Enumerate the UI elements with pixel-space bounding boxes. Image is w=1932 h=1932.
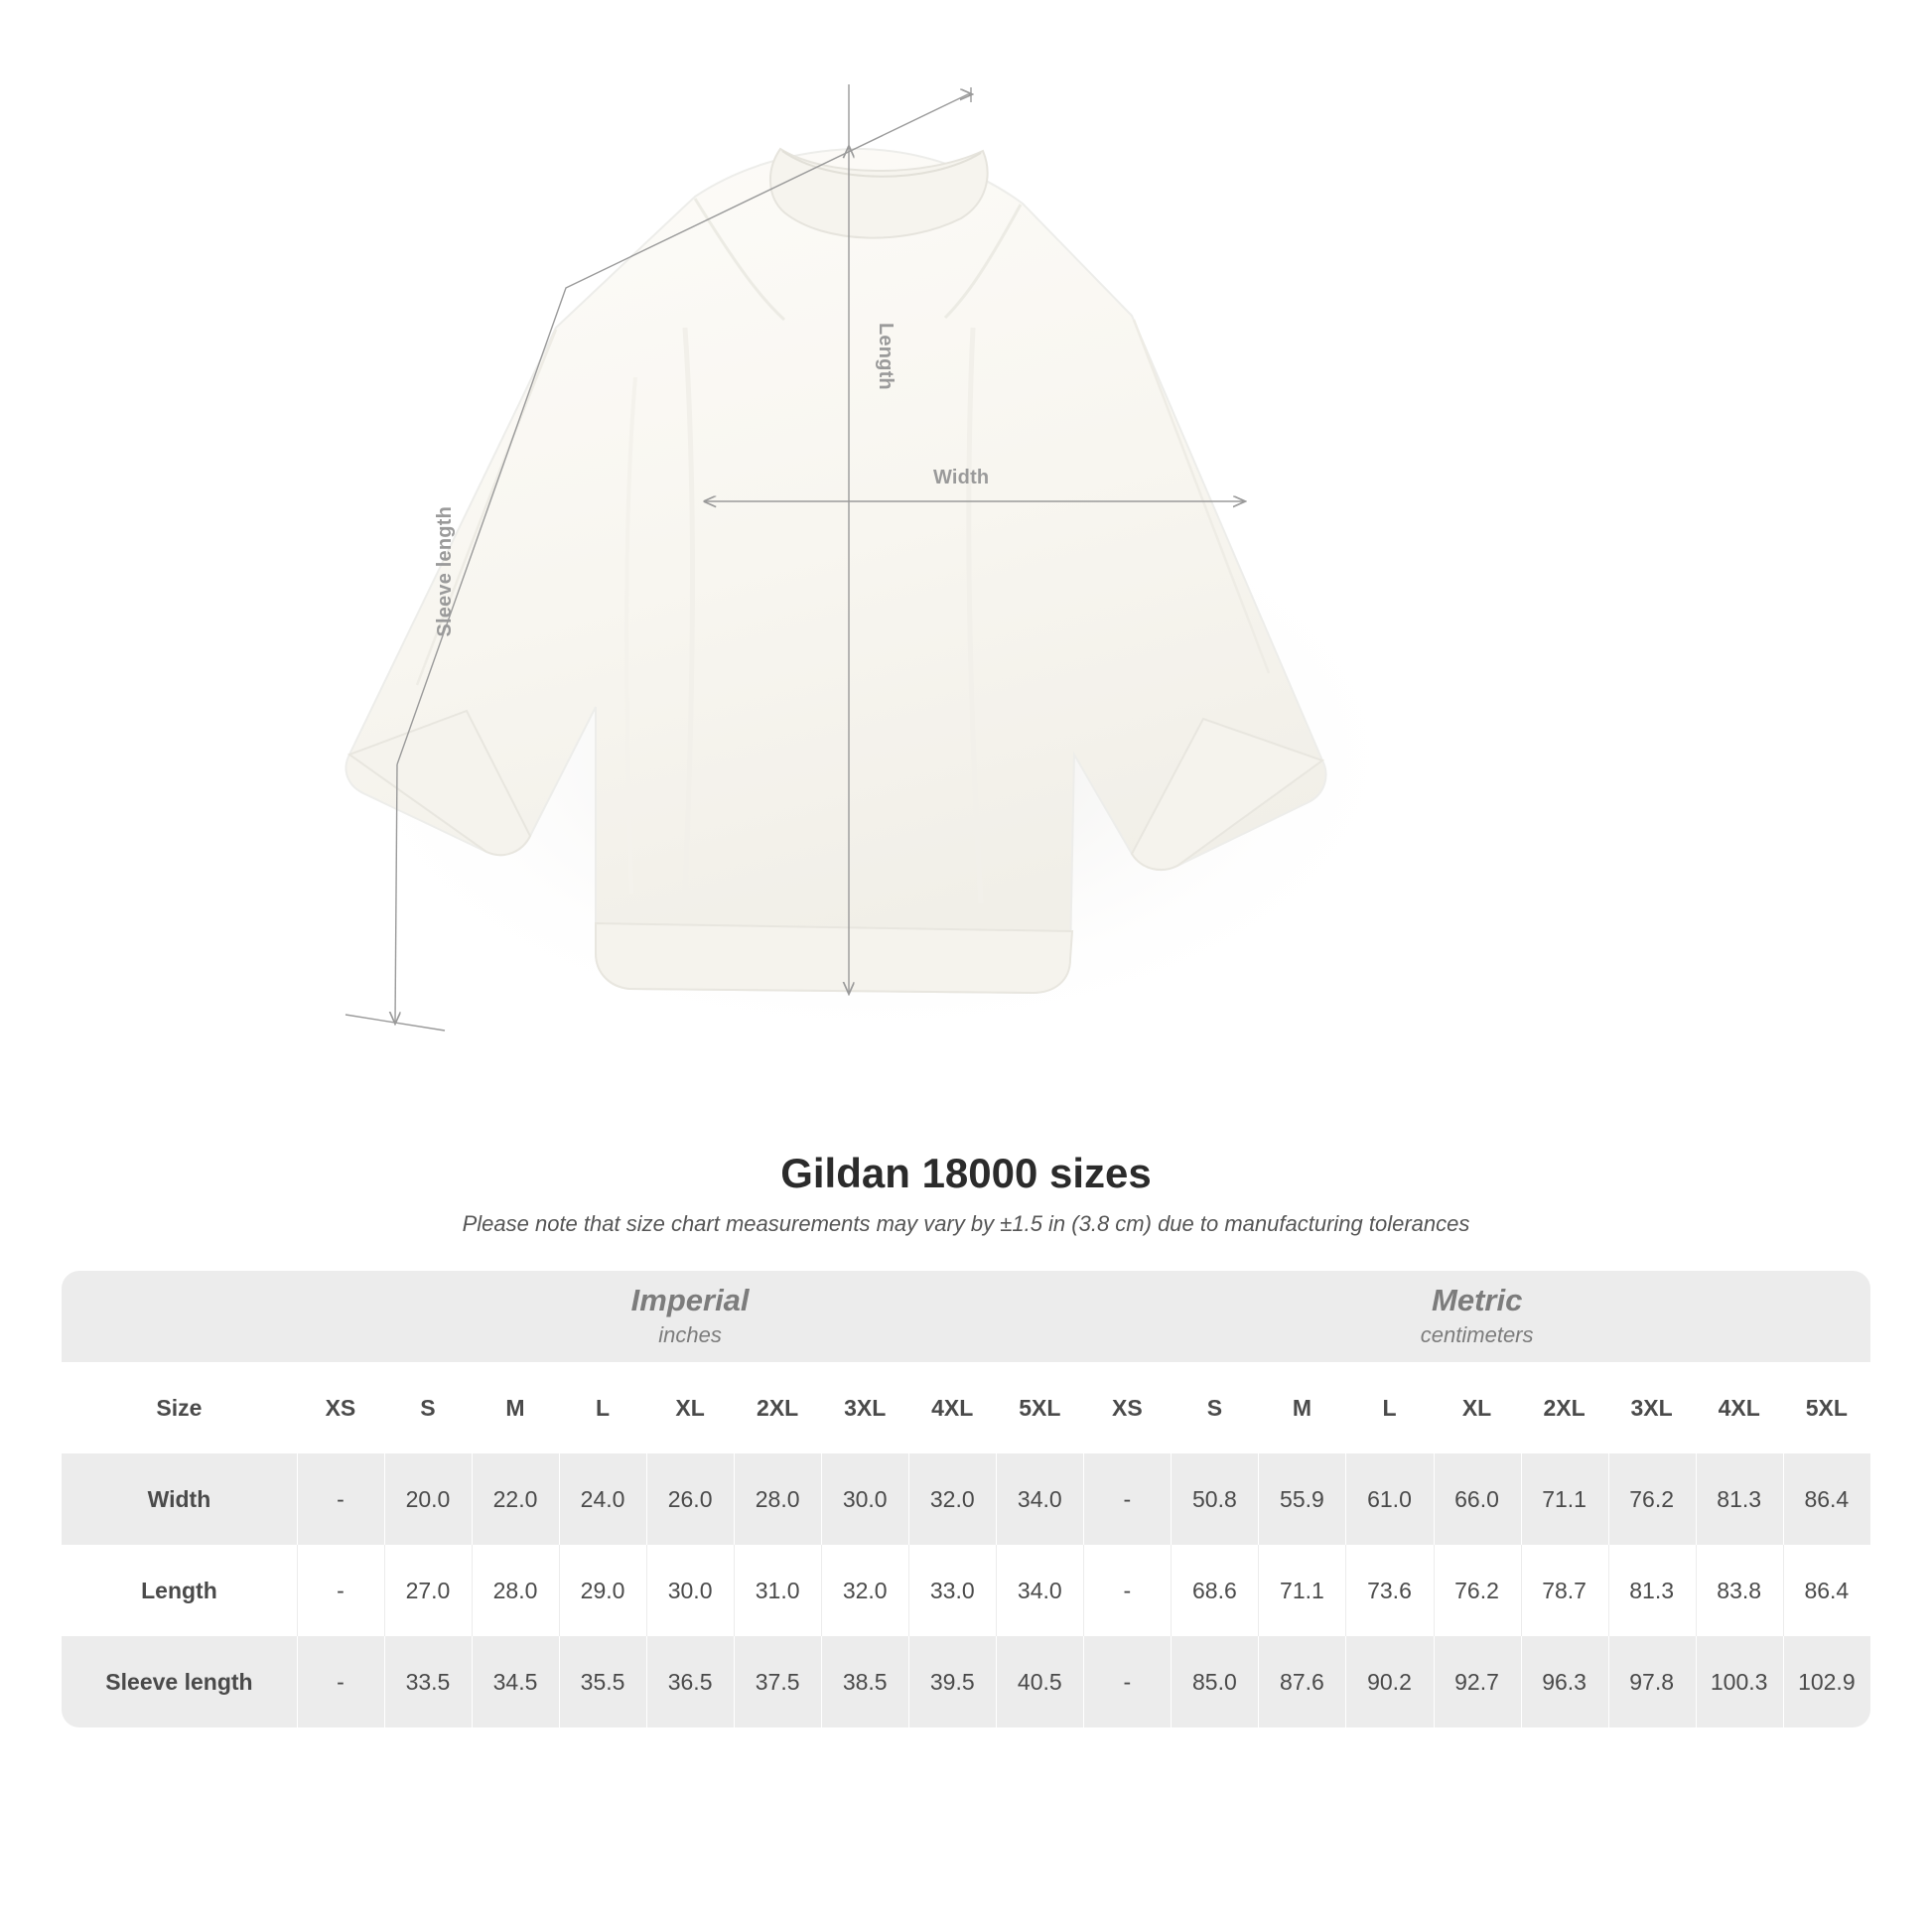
size-header-met-xs: XS <box>1083 1362 1171 1453</box>
length-met-4xl: 83.8 <box>1696 1545 1783 1636</box>
unit-system-metric: Metric <box>1432 1283 1523 1318</box>
unit-system-imperial: Imperial <box>630 1283 750 1318</box>
row-label-length: Length <box>62 1545 297 1636</box>
size-header-imp-4xl: 4XL <box>908 1362 996 1453</box>
sleeve-imp-s: 33.5 <box>384 1636 472 1727</box>
size-header-met-xl: XL <box>1434 1362 1521 1453</box>
length-imp-m: 28.0 <box>472 1545 559 1636</box>
length-imp-xl: 30.0 <box>646 1545 734 1636</box>
width-imp-4xl: 32.0 <box>908 1453 996 1545</box>
page-title: Gildan 18000 sizes <box>780 1150 1152 1196</box>
sleeve-imp-xl: 36.5 <box>646 1636 734 1727</box>
sleeve-met-2xl: 96.3 <box>1521 1636 1608 1727</box>
sleeve-met-4xl: 100.3 <box>1696 1636 1783 1727</box>
length-imp-2xl: 31.0 <box>734 1545 821 1636</box>
length-imp-5xl: 34.0 <box>996 1545 1083 1636</box>
length-imp-3xl: 32.0 <box>821 1545 908 1636</box>
length-met-5xl: 86.4 <box>1783 1545 1870 1636</box>
width-met-2xl: 71.1 <box>1521 1453 1608 1545</box>
length-imp-s: 27.0 <box>384 1545 472 1636</box>
tolerance-note: Please note that size chart measurements may vary by ±1.5 in (3.8 cm) due to manufacturing tolerances <box>462 1211 1470 1236</box>
sleeve-met-s: 85.0 <box>1171 1636 1258 1727</box>
sleeve-imp-5xl: 40.5 <box>996 1636 1083 1727</box>
length-imp-l: 29.0 <box>559 1545 646 1636</box>
unit-group-metric <box>1083 1271 1870 1362</box>
width-met-4xl: 81.3 <box>1696 1453 1783 1545</box>
sleeve-imp-4xl: 39.5 <box>908 1636 996 1727</box>
unit-row-spacer <box>62 1271 297 1362</box>
width-imp-2xl: 28.0 <box>734 1453 821 1545</box>
sleeve-met-m: 87.6 <box>1258 1636 1345 1727</box>
sleeve-imp-xs: - <box>297 1636 384 1727</box>
width-met-s: 50.8 <box>1171 1453 1258 1545</box>
size-header-met-4xl: 4XL <box>1696 1362 1783 1453</box>
size-header-met-m: M <box>1258 1362 1345 1453</box>
width-label: Width <box>933 467 990 488</box>
unit-sub-imperial: inches <box>658 1321 722 1347</box>
width-met-m: 55.9 <box>1258 1453 1345 1545</box>
width-met-l: 61.0 <box>1345 1453 1433 1545</box>
sleeve-met-3xl: 97.8 <box>1608 1636 1696 1727</box>
table-row <box>62 1453 1870 1545</box>
size-header-met-2xl: 2XL <box>1521 1362 1608 1453</box>
size-header-met-3xl: 3XL <box>1608 1362 1696 1453</box>
row-label-sleeve-length: Sleeve length <box>62 1636 297 1727</box>
unit-header-row <box>62 1271 1870 1362</box>
size-header-label: Size <box>62 1362 297 1453</box>
length-met-3xl: 81.3 <box>1608 1545 1696 1636</box>
size-header-met-l: L <box>1345 1362 1433 1453</box>
sleeve-length-label: Sleeve length <box>434 506 456 637</box>
length-met-xs: - <box>1083 1545 1171 1636</box>
size-header-imp-l: L <box>559 1362 646 1453</box>
size-header-met-5xl: 5XL <box>1783 1362 1870 1453</box>
size-header-imp-5xl: 5XL <box>996 1362 1083 1453</box>
width-imp-xs: - <box>297 1453 384 1545</box>
width-met-3xl: 76.2 <box>1608 1453 1696 1545</box>
width-imp-l: 24.0 <box>559 1453 646 1545</box>
table-row <box>62 1545 1870 1636</box>
unit-group-imperial <box>297 1271 1083 1362</box>
length-met-xl: 76.2 <box>1434 1545 1521 1636</box>
width-met-xl: 66.0 <box>1434 1453 1521 1545</box>
sleeve-imp-m: 34.5 <box>472 1636 559 1727</box>
length-label: Length <box>875 323 897 390</box>
unit-sub-metric: centimeters <box>1420 1321 1534 1347</box>
length-imp-4xl: 33.0 <box>908 1545 996 1636</box>
width-imp-3xl: 30.0 <box>821 1453 908 1545</box>
size-chart-table <box>62 1271 1870 1727</box>
sleeve-met-l: 90.2 <box>1345 1636 1433 1727</box>
table-row <box>62 1636 1870 1727</box>
length-met-s: 68.6 <box>1171 1545 1258 1636</box>
size-header-imp-xl: XL <box>646 1362 734 1453</box>
size-header-imp-3xl: 3XL <box>821 1362 908 1453</box>
width-met-xs: - <box>1083 1453 1171 1545</box>
width-imp-xl: 26.0 <box>646 1453 734 1545</box>
chart-heading <box>0 1150 1932 1237</box>
size-header-imp-xs: XS <box>297 1362 384 1453</box>
width-imp-5xl: 34.0 <box>996 1453 1083 1545</box>
sleeve-imp-2xl: 37.5 <box>734 1636 821 1727</box>
sleeve-met-5xl: 102.9 <box>1783 1636 1870 1727</box>
size-header-met-s: S <box>1171 1362 1258 1453</box>
sleeve-met-xl: 92.7 <box>1434 1636 1521 1727</box>
sleeve-imp-3xl: 38.5 <box>821 1636 908 1727</box>
width-met-5xl: 86.4 <box>1783 1453 1870 1545</box>
size-header-row <box>62 1362 1870 1453</box>
width-imp-s: 20.0 <box>384 1453 472 1545</box>
size-header-imp-m: M <box>472 1362 559 1453</box>
sleeve-met-xs: - <box>1083 1636 1171 1727</box>
size-header-imp-2xl: 2XL <box>734 1362 821 1453</box>
length-met-l: 73.6 <box>1345 1545 1433 1636</box>
length-met-2xl: 78.7 <box>1521 1545 1608 1636</box>
size-header-imp-s: S <box>384 1362 472 1453</box>
row-label-width: Width <box>62 1453 297 1545</box>
waistband <box>596 923 1072 993</box>
length-met-m: 71.1 <box>1258 1545 1345 1636</box>
sleeve-imp-l: 35.5 <box>559 1636 646 1727</box>
length-imp-xs: - <box>297 1545 384 1636</box>
width-imp-m: 22.0 <box>472 1453 559 1545</box>
